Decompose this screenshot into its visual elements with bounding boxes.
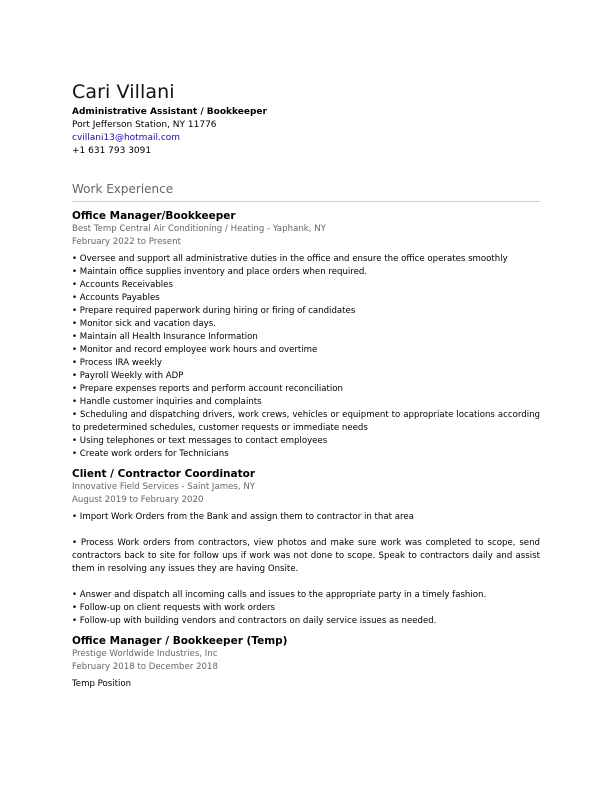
candidate-phone: +1 631 793 3091 (72, 146, 152, 156)
job-dates: August 2019 to February 2020 (72, 495, 204, 505)
job-company: Innovative Field Services - Saint James, NY (72, 482, 256, 492)
job-dates: February 2022 to Present (72, 237, 182, 247)
job-dates: February 2018 to December 2018 (72, 662, 218, 672)
candidate-name: Cari Villani (72, 81, 175, 103)
job-bullet: • Answer and dispatch all incoming calls and issues to the appropriate party in a timely fashion. (72, 590, 487, 600)
job-bullet: • Accounts Payables (72, 293, 160, 303)
job-bullet: • Create work orders for Technicians (72, 449, 229, 459)
job-entry (72, 209, 540, 461)
job-description (72, 511, 540, 628)
job-bullet: • Process IRA weekly (72, 358, 162, 368)
job-bullet: • Handle customer inquiries and complaints (72, 397, 262, 407)
job-title: Client / Contractor Coordinator (72, 468, 256, 480)
paragraph-gap (72, 524, 540, 537)
job-bullet: • Monitor sick and vacation days. (72, 319, 216, 329)
job-bullet: • Process Work orders from contractors, view photos and make sure work was completed to scope, send contractors back to site for follow ups if work was not done to scope. Speak to contractors daily and assist them in resolving any issues they are having Onsite. (72, 538, 540, 574)
paragraph-gap (72, 576, 540, 589)
job-bullet: • Accounts Receivables (72, 280, 173, 290)
job-entry (72, 634, 540, 691)
job-bullet: • Import Work Orders from the Bank and assign them to contractor in that area (72, 512, 414, 522)
candidate-headline: Administrative Assistant / Bookkeeper (72, 107, 267, 117)
resume-page (72, 80, 540, 691)
job-bullet: • Oversee and support all administrative duties in the office and ensure the office operates smoothly (72, 254, 508, 264)
job-description (72, 253, 540, 461)
email-link[interactable]: cvillani13@hotmail.com (72, 133, 181, 143)
job-bullet: • Maintain office supplies inventory and place orders when required. (72, 267, 368, 277)
job-bullet: • Follow-up on client requests with work orders (72, 603, 276, 613)
job-company: Prestige Worldwide Industries, Inc (72, 649, 218, 659)
job-bullet: • Prepare required paperwork during hiring or firing of candidates (72, 306, 356, 316)
job-description (72, 678, 540, 691)
work-experience-list (72, 209, 540, 691)
candidate-location: Port Jefferson Station, NY 11776 (72, 120, 217, 130)
job-title: Office Manager/Bookkeeper (72, 210, 236, 222)
job-bullet: • Follow-up with building vendors and contractors on daily service issues as needed. (72, 616, 437, 626)
job-bullet: • Using telephones or text messages to contact employees (72, 436, 328, 446)
section-title-work-experience: Work Experience (72, 181, 540, 202)
job-bullet: • Payroll Weekly with ADP (72, 371, 184, 381)
job-bullet: • Monitor and record employee work hours and overtime (72, 345, 318, 355)
job-bullet: • Prepare expenses reports and perform account reconciliation (72, 384, 343, 394)
job-note: Temp Position (72, 679, 132, 689)
job-bullet: • Maintain all Health Insurance Information (72, 332, 258, 342)
job-entry (72, 467, 540, 628)
job-bullet: • Scheduling and dispatching drivers, work crews, vehicles or equipment to appropriate locations according to predetermined schedules, customer requests or immediate needs (72, 410, 540, 433)
job-company: Best Temp Central Air Conditioning / Heating - Yaphank, NY (72, 224, 326, 234)
job-title: Office Manager / Bookkeeper (Temp) (72, 635, 288, 647)
